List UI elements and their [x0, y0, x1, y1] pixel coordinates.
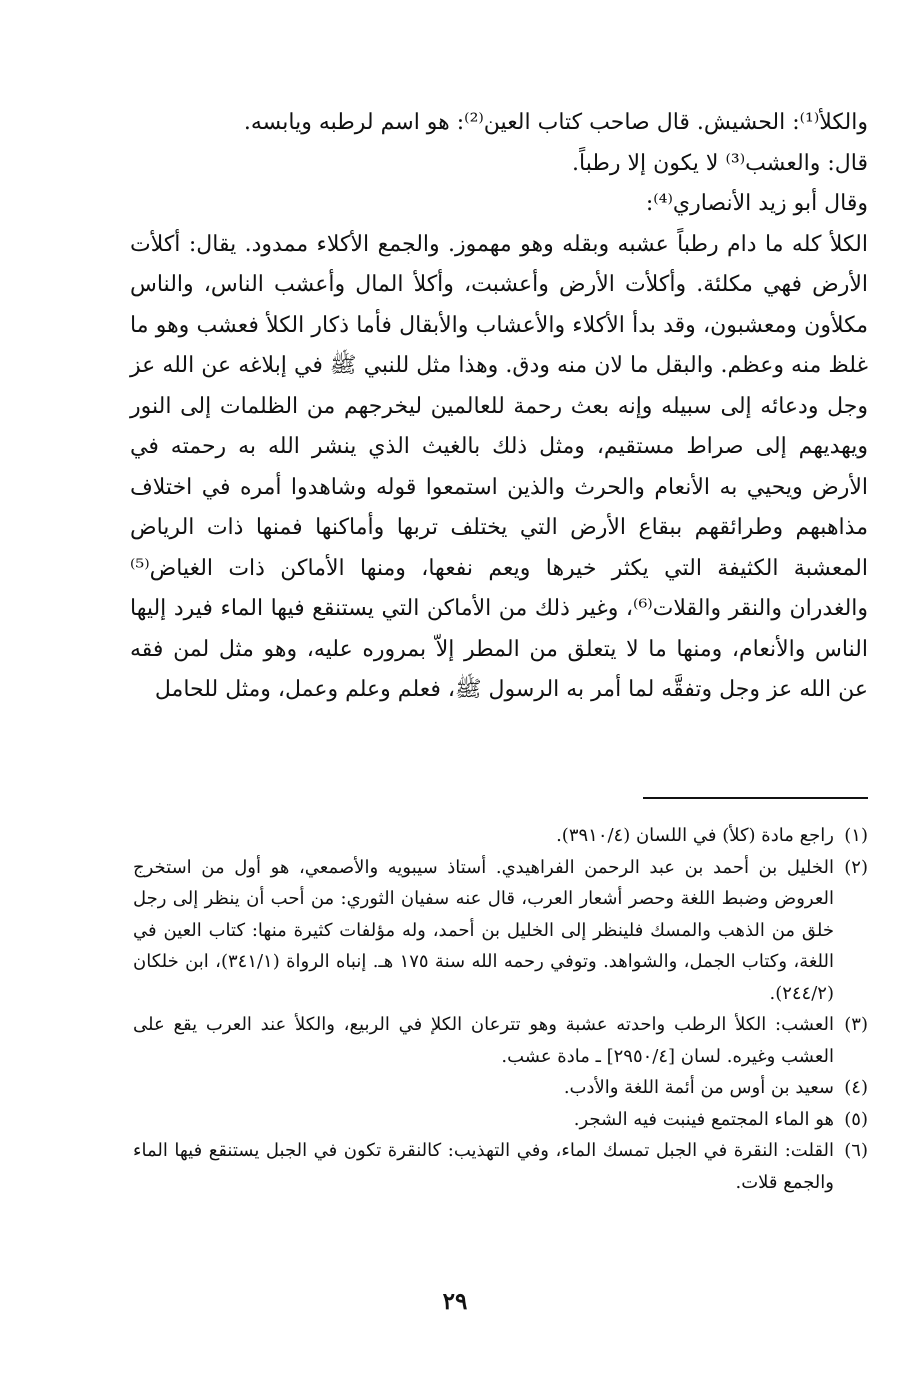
paragraph-kala-definition: والكلأ⁽¹⁾: الحشيش. قال صاحب كتاب العين⁽²⁾: هو اسم لرطبه ويابسه.	[243, 110, 868, 135]
footnote-item	[133, 1072, 868, 1104]
footnote-text: راجع مادة (كلأ) في اللسان (٣٩١٠/٤).	[556, 825, 834, 846]
footnote-text: سعيد بن أوس من أئمة اللغة والأدب.	[563, 1077, 834, 1098]
paragraph-main-body: الكلأ كله ما دام رطباً عشبه وبقله وهو مهموز. والجمع الأكلاء ممدود. يقال: أكلأت الأرض فهي مكلئة. وأكلأت الأرض وأعشبت، وأكلأ المال وأعشب الناس، والناس مكلأون ومعشبون، وقد بدأ الأكلاء والأعشاب والأبقال فأما ذكار الكلأ فعشب وهو ما غلظ منه وعظم. والبقل ما لان منه ودق. وهذا مثل للنبي ﷺ في إبلاغه عن الله عز وجل ودعائه إلى سبيله وإنه بعث رحمة للعالمين ليخرجهم من الظلمات إلى النور ويهديهم إلى صراط مستقيم، ومثل ذلك بالغيث الذي ينشر الله به رحمته في الأرض ويحيي به الأنعام والحرث والذين استمعوا قوله وشاهدوا أمره في اختلاف مذاهبهم وطرائقهم ببقاع الأرض التي يختلف تربها وأماكنها فمنها ذات الرياض المعشبة الكثيفة التي يكثر خيرها ويعم نفعها، ومنها الأماكن ذات الغياض⁽⁵⁾ والغدران والنقر والقلات⁽⁶⁾، وغير ذلك من الأماكن التي يستنقع فيها الماء فيرد إليها الناس والأنعام، ومنها ما لا يتعلق من المطر إلاّ بمروره عليه، وهو مثل لمن فقه عن الله عز وجل وتفقَّه لما أمر به الرسول ﷺ، فعلم وعلم وعمل، ومثل للحامل	[130, 231, 869, 702]
footnote-number: (٥)	[844, 1108, 868, 1130]
footnote-item	[133, 820, 868, 852]
footnote-number: (٣)	[844, 1014, 868, 1035]
footnote-separator	[643, 797, 868, 799]
footnote-number: (٦)	[844, 1140, 868, 1161]
footnote-number: (١)	[844, 825, 868, 846]
footnotes	[133, 820, 868, 1198]
main-text	[130, 103, 868, 711]
footnote-item	[133, 852, 868, 1010]
footnote-item	[133, 1009, 868, 1072]
paragraph-ushb: قال: والعشب⁽³⁾ لا يكون إلا رطباً.	[572, 150, 868, 176]
footnote-text: هو الماء المجتمع فينبت فيه الشجر.	[573, 1108, 834, 1130]
footnote-text: القلت: النقرة في الجبل تمسك الماء، وفي التهذيب: كالنقرة تكون في الجبل يستنقع فيها الماء والجمع قلات.	[133, 1140, 834, 1193]
footnote-item	[133, 1104, 868, 1136]
footnote-text: العشب: الكلأ الرطب واحدته عشبة وهو تترعان الكلإ في الربيع، والكلأ عند العرب يقع على العشب وغيره. لسان [٢٩٥٠/٤] ـ مادة عشب.	[133, 1014, 834, 1067]
footnote-number: (٤)	[844, 1077, 868, 1098]
page-number: ٢٩	[442, 1288, 468, 1315]
footnote-number: (٢)	[844, 856, 868, 878]
footnote-text: الخليل بن أحمد بن عبد الرحمن الفراهيدي. أستاذ سيبويه والأصمعي، هو أول من استخرج العروض وضبط اللغة وحصر أشعار العرب، قال عنه سفيان الثوري: من أحب أن ينظر إلى رجل خلق من الذهب والمسك فلينظر إلى الخليل بن أحمد، وله مؤلفات كثيرة منها: كتاب العين في اللغة، وكتاب الجمل، والشواهد. وتوفي رحمه الله سنة ١٧٥ هـ. إنباه الرواة (٣٤١/١)، ابن خلكان (٢٤٤/٢).	[133, 856, 834, 1004]
footnote-item	[133, 1135, 868, 1198]
paragraph-abu-zayd: وقال أبو زيد الأنصاري⁽⁴⁾:	[645, 191, 868, 216]
